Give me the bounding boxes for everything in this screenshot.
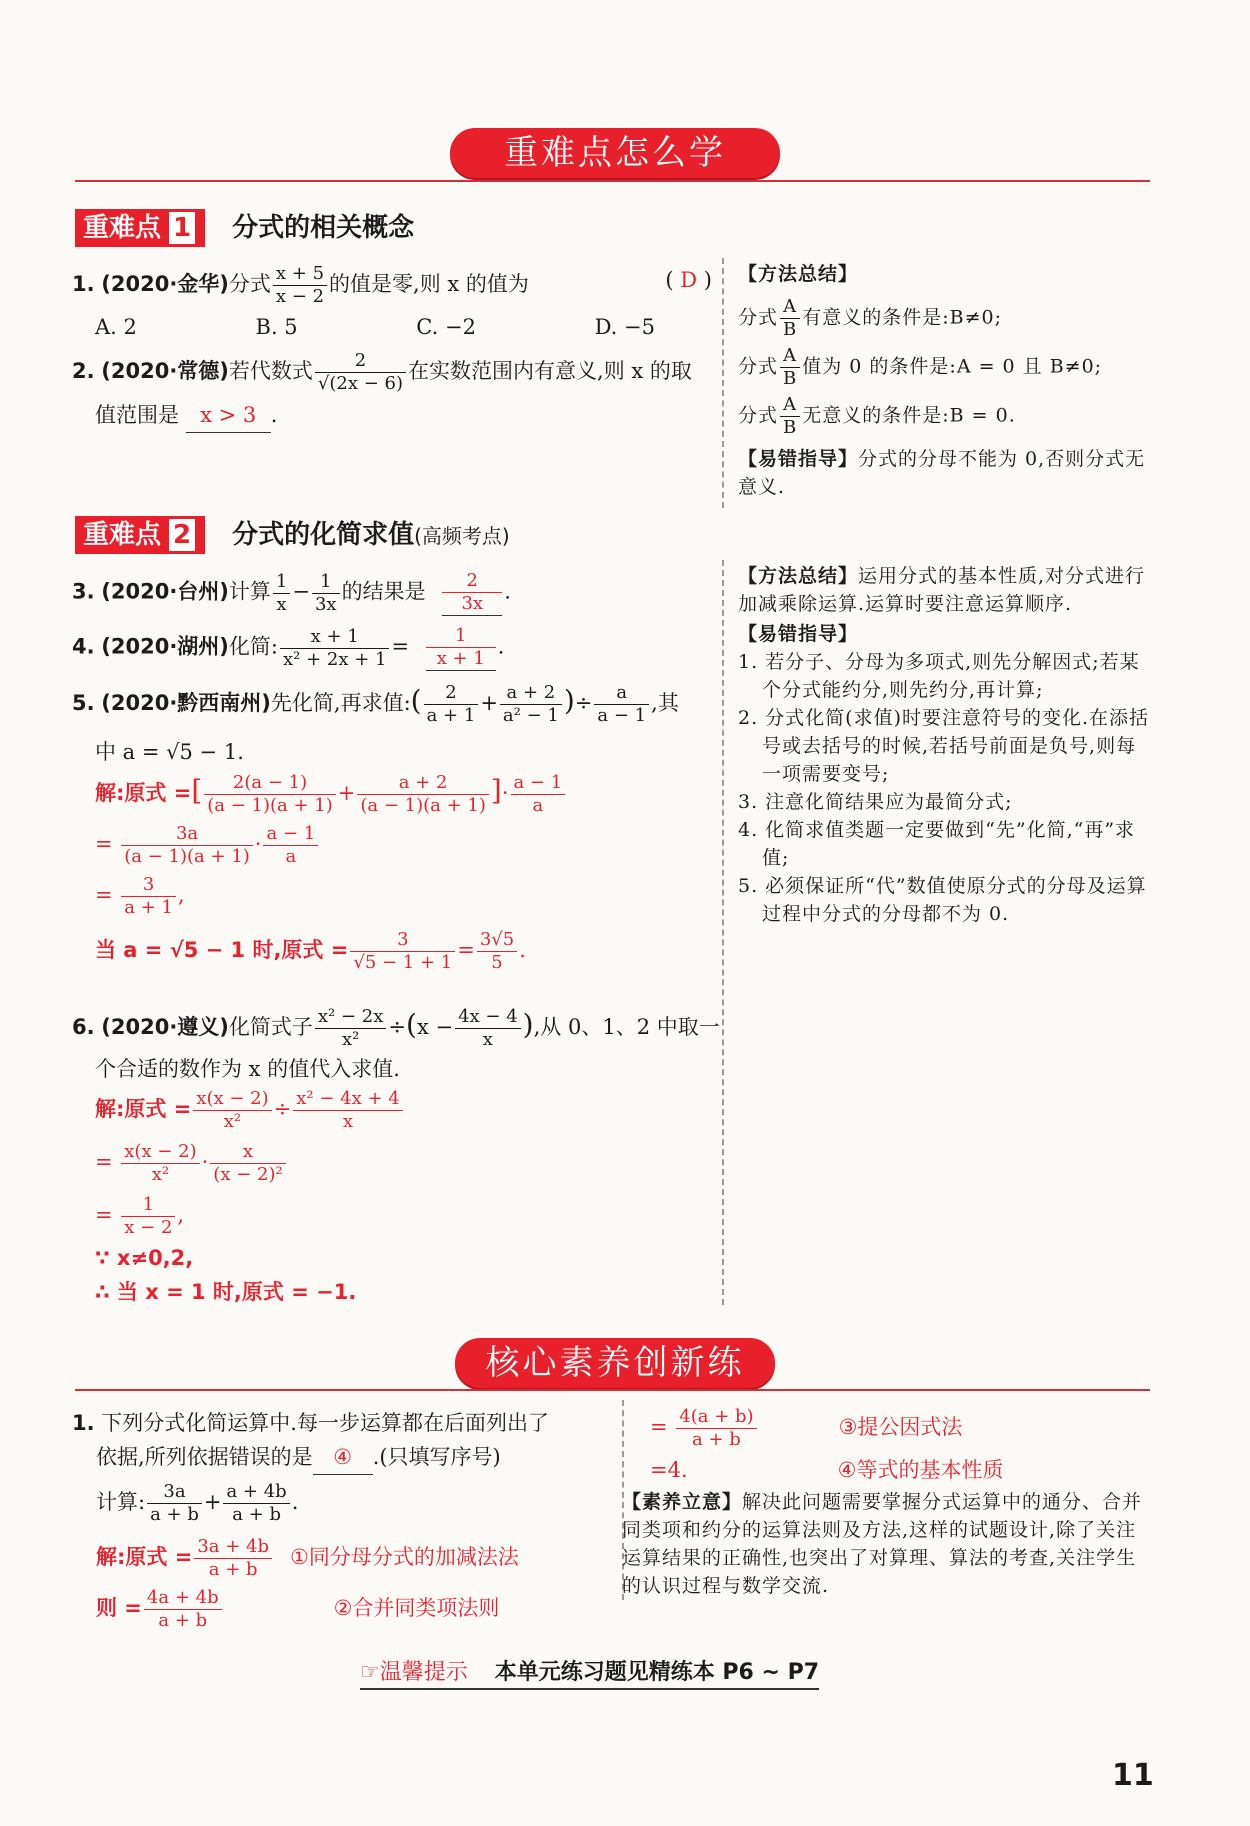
question-6: 6. (2020·遵义)化简式子 $\frac{\text{x² − 2x}}{\text{x²}}$ ÷(x − $\frac{4x - 4}{x}$ ),从 0、1、2 中取一: [72, 1006, 720, 1050]
answer-q4: $\frac{1}{x + 1}$: [426, 625, 496, 671]
answer-q2: x > 3: [186, 398, 271, 433]
section-2-header: 重难点 2 分式的化简求值(高频考点): [75, 514, 510, 554]
banner-rule-2: [75, 1389, 1150, 1391]
question-2-cont: 值范围是 x > 3 .: [95, 398, 277, 433]
section-banner-learn: 重难点怎么学: [450, 128, 780, 178]
fraction: $\frac{2}{√(2x - 6)}$: [315, 350, 406, 395]
option-c: C. −2: [416, 315, 476, 339]
practice-1-cont: = $\frac{4(a + b)}{a + b}$ ③提公因式法 =4. ④等式的基本性质: [650, 1406, 1004, 1482]
err-item-3: 3. 注意化简结果应为最简分式;: [738, 791, 1013, 813]
section-1-header: [75, 207, 414, 247]
footer-hint: ☞温馨提示 本单元练习题见精练本 P6 ~ P7: [360, 1655, 819, 1690]
practice-1: 1. 下列分式化简运算中.每一步运算都在后面列出了 依据,所列依据错误的是 ④ .(只填写序号) 计算: $\frac{3a}{a + b}$ + $\frac{a + 4b}{a + b}$ . 解:原式 = $\frac{3a + 4b}{a + b}$ ①同分母分式的加减法法 则 = $\frac{4a + 4b}{a + b}$ ②合并同类项法则: [72, 1411, 549, 1631]
option-b: B. 5: [255, 315, 298, 339]
question-5-cont: 中 a = √5 − 1.: [95, 740, 244, 764]
fraction: $\frac{x + 5}{x - 2}$: [273, 263, 327, 308]
question-4: 4. (2020·湖州)化简: $\frac{x + 1}{\text{x² + 2x + 1}}$ = $\frac{1}{x + 1}$ .: [72, 625, 505, 670]
option-a: A. 2: [95, 315, 137, 339]
question-3: 3. (2020·台州)计算 $\frac{1}{x}$ − $\frac{1}{3x}$ 的结果是 $\frac{2}{3x}$ .: [72, 570, 511, 615]
answer-practice-1: ④: [313, 1440, 373, 1475]
question-5: 5. (2020·黔西南州)先化简,再求值:( $\frac{2}{a + 1}$ + $\frac{a + 2}{\text{a² − 1}}$ )÷ $\frac{a}{a - 1}$ ,其: [72, 682, 679, 726]
section-2-tag: 重难点 2: [75, 516, 205, 554]
divider-2: [722, 560, 724, 1305]
answer-q3: $\frac{2}{3x}$: [442, 570, 502, 616]
q5-solution: 解:原式 =[ $\frac{2(a - 1)}{(a - 1)(a + 1)}$ + $\frac{a + 2}{(a - 1)(a + 1)}$ ]· $\frac{a - 1}{a}$ = $\frac{3a}{(a - 1)(a + 1)}$ · $\frac{a - 1}{a}$ = $\frac{3}{a + 1}$ , 当 a = √5 − 1 时,原式 = $\frac{3}{√5 - 1 + 1}$ = $\frac{3√5}{5}$ .: [95, 772, 715, 974]
section-1-tag: 重难点 1: [75, 209, 205, 247]
option-d: D. −5: [594, 315, 655, 339]
banner-rule: [75, 180, 1150, 182]
section-1-title: 分式的相关概念: [232, 213, 415, 243]
answer-q1: D: [680, 268, 698, 292]
err-item-5: 5. 必须保证所“代”数值使原分式的分母及运算过程中分式的分母都不为 0.: [738, 875, 1147, 925]
literacy-note: 【素养立意】解决此问题需要掌握分式运算中的通分、合并同类项和约分的运算法则及方法,这样的试题设计,除了关注运算结果的正确性,也突出了对算理、算法的考查,关注学生的认识过程与数学交流.: [622, 1491, 1143, 1597]
side-panel-2: 【方法总结】运用分式的基本性质,对分式进行加减乘除运算.运算时要注意运算顺序. 【易错指导】 1. 若分子、分母为多项式,则先分解因式;若某个分式能约分,则先约分,再计算; 2. 分式化简(求值)时要注意符号的变化.在添括号或去括号的时候,若括号前面是负号,则每一项需要变号; 3. 注意化简结果应为最简分式; 4. 化简求值类题一定要做到“先”化简,“再”求值; 5. 必须保证所“代”数值使原分式的分母及运算过程中分式的分母都不为 0.: [738, 562, 1153, 928]
question-6-cont: 个合适的数作为 x 的值代入求值.: [95, 1057, 400, 1081]
q1-options: [95, 310, 655, 344]
err-item-1: 1. 若分子、分母为多项式,则先分解因式;若某个分式能约分,则先约分,再计算;: [738, 651, 1140, 701]
side-panel-1: 【方法总结】 分式 $\frac{A}{B}$ 有意义的条件是:B≠0; 分式 $\frac{A}{B}$ 值为 0 的条件是:A = 0 且 B≠0; 分式 $\frac{A}{B}$ 无意义的条件是:B = 0. 【易错指导】分式的分母不能为 0,否则分式无意义.: [738, 263, 1146, 498]
question-2: 2. (2020·常德)若代数式 $\frac{2}{√(2x - 6)}$ 在实数范围内有意义,则 x 的取: [72, 350, 692, 394]
err-item-2: 2. 分式化简(求值)时要注意符号的变化.在添括号或去括号的时候,若括号前面是负号,则每一项需要变号;: [738, 707, 1150, 785]
question-1: 1. (2020·金华)分式 $\frac{x + 5}{x - 2}$ 的值是零,则 x 的值为 ( D ): [72, 263, 712, 307]
err-item-4: 4. 化简求值类题一定要做到“先”化简,“再”求值;: [738, 819, 1136, 869]
divider-1: [722, 258, 724, 508]
section-2-title: 分式的化简求值: [232, 520, 415, 550]
section-banner-practice: 核心素养创新练: [455, 1338, 775, 1388]
q6-solution: 解:原式 = $\frac{x(x - 2)}{\text{x²}}$ ÷ $\frac{\text{x² − 4x + 4}}{x}$ = $\frac{x(x - 2)}{\text{x²}}$ · $\frac{x}{\text{(x − 2)²}}$ = $\frac{1}{x - 2}$ , ∵ x≠0,2, ∴ 当 x = 1 时,原式 = −1.: [95, 1088, 715, 1309]
page-number: 11: [1112, 1758, 1154, 1793]
